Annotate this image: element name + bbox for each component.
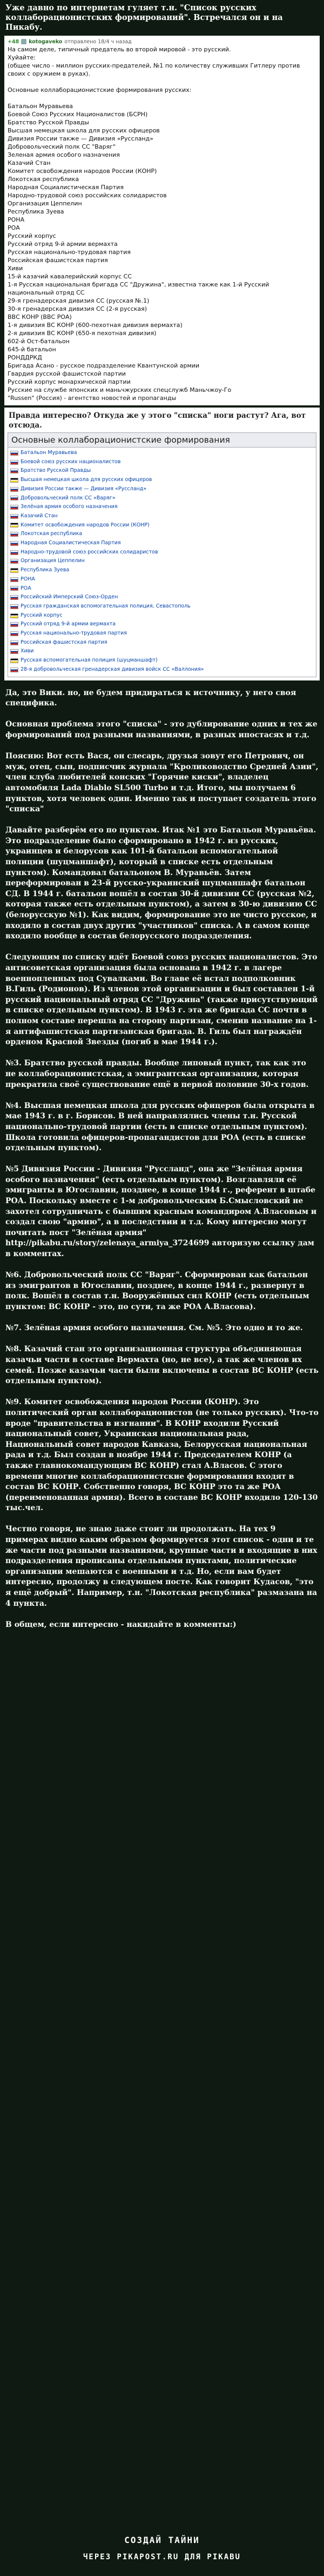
- comment-line: 2-я дивизия ВС КОНР (650-я пехотная дивизия): [8, 330, 157, 337]
- flag-icon: [10, 586, 18, 591]
- comment-line: 29-я гренадерская дивизия СС (русская №.1): [8, 297, 150, 304]
- wiki-link[interactable]: Казачий Стан: [21, 512, 58, 519]
- list-item[interactable]: [10, 476, 314, 485]
- list-item[interactable]: [10, 512, 314, 521]
- list-item[interactable]: [10, 647, 314, 656]
- wiki-link[interactable]: Русская вспомогательная полиция (шуцманшафт): [21, 657, 158, 664]
- comment-line: Казачий Стан: [8, 159, 51, 166]
- list-item[interactable]: [10, 620, 314, 629]
- wiki-link[interactable]: 28-я добровольческая гренадерская дивизия войск СС «Валлония»: [21, 666, 204, 672]
- list-item[interactable]: [10, 466, 314, 476]
- article-paragraph: Основная проблема этого "списка" - это дублирование одних и тех же формирований под разными названиями, в разных ипостасях и т.д.: [5, 720, 318, 739]
- list-item[interactable]: [10, 584, 314, 593]
- flag-icon: [10, 505, 18, 510]
- article-paragraph: Следующим по списку идёт Боевой союз русских националистов. Это антисоветская организация была основана в 1942 г. в лагере военнопленных под Сувалками. Во главе её встал подполковник В.Гиль (Родионов). Из членов этой организации и был составлен 1-й русский национальный отряд СС "Дружина" (также присутствующий в списке отдельным пунктом). В 1943 г. эта же бригада СС почти в полном составе перешла на сторону партизан, сменив название на 1-я антифашистская партизанская бригада. В. Гиль был награждён орденом Красной Звезды (погиб в мае 1944 г.).: [5, 953, 318, 1047]
- article-paragraph: №8. Казачий стан это организационная структура объединяющая казачьи части в составе Вермахта (но, не все), а так же членов их семей. Позже казачьи части были включены в состав ВС КОНР (есть отдельным пунктом).: [5, 1345, 319, 1386]
- wiki-link[interactable]: Российский Имперский Союз-Орден: [21, 594, 118, 600]
- comment-line: Боевой Союз Русских Националистов (БСРН): [8, 111, 148, 118]
- wiki-link[interactable]: Русская гражданская вспомогательная полиция, Севастополь: [21, 603, 191, 609]
- wiki-link[interactable]: Русский отряд 9-й армии вермахта: [21, 621, 116, 628]
- flag-icon: [10, 496, 18, 500]
- comment-line: Народно-трудовой союз российских солидаристов: [8, 192, 167, 199]
- article-paragraph: №9. Комитет освобождения народов России (КОНР). Это политический орган коллаборационистов (не только русских). Что-то вроде "правительства в изгнании". В КОНР входили Русский национальный совет, Украинская национальная рада, Национальный совет народов Кавказа, Белорусская национальная рада и т.д. Был создан в ноябре 1944 г. Председателем КОНР (а также главнокомандующим ВС КОНР) стал А.Власов. С этого времени многие коллаборационистские формирования входят в состав ВС КОНР. Собственно говоря, ВС КОНР это та же РОА (переименованная армия). Всего в составе ВС КОНР входило 120-130 тыс.чел.: [5, 1398, 319, 1513]
- article-paragraph: Поясню: Вот есть Вася, он слесарь, друзья зовут его Петрович, он муж, отец, сын, подписчик журнала "Кролиководство Средней Азии", член клуба любителей конских "Горячие киски", владелец автомобиля Lada Diablo SL500 Turbo и т.д. Итого, мы получаем 6 пунктов, хотя человек один. Именно так и поступает создатель этого "списка": [5, 752, 319, 814]
- wiki-link[interactable]: Батальон Муравьева: [21, 450, 77, 456]
- article-paragraph: Честно говоря, не знаю даже стоит ли продолжать. На тех 9 примерах видно каким образом формируется этот список - одни и те же части под разными названиями, крупные части и входящие в них подразделения прописаны отдельными пунктами, политические организации мешаются с военными и т.д. Но, если вам будет интересно, продолжу в следующем посте. Как говорит Кудасов, "это я ещё добрый". Например, т.н. "Локотская республика" размазана на 4 пункта.: [5, 1525, 318, 1608]
- comment-line: (общее число - миллион русских-предателей, №1 по количеству служивших Гитлеру против своих с оружием в руках).: [8, 62, 300, 77]
- flag-icon: [10, 649, 18, 654]
- list-item[interactable]: [10, 485, 314, 494]
- wiki-link[interactable]: Народно-трудовой союз российских солидаристов: [21, 549, 158, 555]
- comment-line: 15-й казачий кавалерийский корпус СС: [8, 273, 132, 280]
- flag-icon: [10, 460, 18, 465]
- comment-line: 645-й батальон: [8, 346, 56, 353]
- comment-rating: +48: [8, 38, 19, 45]
- comment-line: РОНА: [8, 216, 25, 223]
- list-item[interactable]: [10, 665, 314, 675]
- list-item[interactable]: [10, 566, 314, 575]
- comment-line: Республика Зуева: [8, 208, 64, 215]
- comment-line: 1-я Русская национальная бригада СС "Дружина", известна также как 1-й Русский национальный отряд СС: [8, 281, 269, 296]
- flag-icon: [10, 559, 18, 564]
- wiki-link[interactable]: Добровольческий полк СС «Варяг»: [21, 495, 116, 501]
- comment-line: Братство Русской Правды: [8, 119, 89, 126]
- flag-icon: [10, 631, 18, 636]
- footer-credit: [0, 2521, 324, 2576]
- flag-icon: [10, 478, 18, 483]
- wiki-link[interactable]: Хиви: [21, 648, 34, 655]
- list-item[interactable]: [10, 638, 314, 648]
- flag-icon: [10, 640, 18, 645]
- list-item[interactable]: [10, 548, 314, 557]
- comment-line: Русский корпус: [8, 232, 56, 239]
- flag-icon: [10, 568, 18, 573]
- wiki-question: [4, 408, 320, 432]
- comment-username[interactable]: kotogaveko: [29, 38, 63, 45]
- comment-line: 30-я гренадерская дивизия СС (2-я русская): [8, 305, 147, 312]
- comment-line: 602-й Ост-батальон: [8, 338, 70, 345]
- list-item[interactable]: [10, 656, 314, 665]
- list-item[interactable]: [10, 503, 314, 512]
- comment-line: Организация Цеппелин: [8, 200, 82, 207]
- comment-line: Гвардия русской фашистской партии: [8, 370, 126, 377]
- comment-gap: [8, 78, 316, 86]
- wiki-link[interactable]: Высшая немецкая школа для русских офицеров: [21, 477, 152, 483]
- flag-icon: [10, 523, 18, 528]
- comment-line: Хуйайте:: [8, 54, 36, 61]
- comment-line: Российская фашистская партия: [8, 257, 108, 264]
- wiki-link[interactable]: РОНА: [21, 576, 35, 582]
- comment-line: На самом деле, типичный предатель во второй мировой - это русский.: [8, 46, 231, 53]
- flag-icon: [10, 541, 18, 546]
- comment-line: Русский отряд 9-й армии вермахта: [8, 241, 118, 248]
- list-item[interactable]: [10, 611, 314, 620]
- flag-icon: [10, 487, 18, 492]
- comment-line: Русский корпус монархической партии: [8, 378, 131, 385]
- wiki-link[interactable]: Организация Цеппелин: [21, 558, 85, 564]
- article-paragraph: Да, это Вики. но, не будем придираться к источнику, у него своя специфика.: [5, 688, 296, 708]
- list-item[interactable]: [10, 539, 314, 548]
- article-text: [0, 680, 324, 1631]
- comment-header: [8, 38, 316, 45]
- footer-line-1: СОЗДАЙ ТАЙНИ: [124, 2535, 200, 2545]
- list-item[interactable]: [10, 494, 314, 503]
- article-paragraph: №4. Высшая немецкая школа для русских офицеров была открыта в мае 1943 г. в г. Борисов. В ней направлялись члены т.н. Русской национально-трудовой партии (есть в списке отдельным пунктом). Школа готовила офицеров-пропагандистов для РОА (есть в списке отдельным пунктом).: [5, 1101, 315, 1153]
- list-item[interactable]: [10, 575, 314, 584]
- comment-line: Дивизия России также — Дивизия «Руссланд»: [8, 135, 153, 142]
- article-paragraph: №3. Братство русской правды. Вообще липовый пункт, так как это не коллаборационистская, а эмигрантская организация, которая прекратила своё существование ещё в первой половине 30-х годов.: [5, 1059, 309, 1089]
- question-text: Правда интересно? Откуда же у этого "списка" ноги растут? Ага, вот отсюда.: [9, 411, 306, 430]
- wiki-link[interactable]: Зелёная армия особого назначения: [21, 504, 118, 510]
- flag-icon: [10, 613, 18, 618]
- comment-line: ВВС КОНР (ВВС РОА): [8, 313, 72, 321]
- comment-line: Русские на службе японских и маньчжурских спецслужб Маньчжоу-Го: [8, 386, 232, 393]
- article-paragraph: В общем, если интересно - накидайте в комменты:): [5, 1620, 237, 1629]
- comment-line: Хиви: [8, 265, 23, 272]
- comment-line: РОА: [8, 224, 20, 231]
- flag-icon: [10, 532, 18, 537]
- comment-line: "Russen" (Россия) - агентство новостей и пропаганды: [8, 395, 177, 402]
- list-item[interactable]: [10, 557, 314, 566]
- wiki-link[interactable]: Комитет освобождения народов России (КОНР): [21, 522, 150, 528]
- wiki-link[interactable]: Дивизия России также — Дивизия «Руссланд»: [21, 485, 147, 492]
- comment-gap: [8, 94, 316, 102]
- comment-line: Основные коллаборационистские формирования русских:: [8, 86, 192, 94]
- flag-icon: [10, 451, 18, 456]
- wiki-link[interactable]: Боевой союз русских националистов: [21, 458, 121, 465]
- avatar: [21, 39, 26, 44]
- list-item[interactable]: [10, 458, 314, 467]
- wiki-list: [8, 448, 316, 677]
- article-paragraph: №5 Дивизия России - Дивизия "Руссланд", она же "Зелёная армия особого назначения" (есть отдельным пунктом). Возглавляли её эмигранты в Югославии, позднее, в конце 1944 г., референт в штабе РОА. Поскольку вместе с 1-м добровольческим Б.Смысловский не захотел сотрудничать с бывшим красным командиром А.Власовым и создал свою "армию", а в последствии и т.д. Кому интересно могут почитать пост "Зелёная армия" http://pikabu.ru/story/zelenaya_armiya_3724699 авторизую ссылку дам в комментах.: [5, 1165, 317, 1259]
- flag-icon: [10, 577, 18, 582]
- list-item[interactable]: [10, 593, 314, 602]
- flag-icon: [10, 604, 18, 609]
- article-paragraph: №6. Добровольческий полк СС "Варяг". Сформирован как батальон из эмигрантов в Югославии, позднее, в конце 1944 г., развернут в полк. Вошёл в состав т.н. Вооружённых сил КОНР (есть отдельным пунктом: ВС КОНР - это, по сути, та же РОА А.Власова).: [5, 1271, 309, 1312]
- comment-line: 1-я дивизия ВС КОНР (600-пехотная дивизия вермахта): [8, 322, 183, 329]
- comment-line: Добровольческий полк СС "Варяг": [8, 143, 116, 150]
- flag-icon: [10, 514, 18, 519]
- list-item[interactable]: [10, 602, 314, 611]
- list-item[interactable]: [10, 521, 314, 530]
- article-paragraph: №7. Зелёная армия особого назначения. См. №5. Это одно и то же.: [5, 1324, 303, 1333]
- wiki-link[interactable]: РОА: [21, 585, 31, 591]
- list-item[interactable]: [10, 629, 314, 638]
- comment-line: Зеленая армия особого назначения: [8, 151, 120, 158]
- flag-icon: [10, 550, 18, 555]
- comment-line: Комитет освобождения народов России (КОНР): [8, 168, 157, 175]
- wiki-link[interactable]: Русская национально-трудовая партия: [21, 630, 127, 637]
- comment-line: Бригада Асано - русское подразделение Квантунской армии: [8, 362, 200, 369]
- list-item[interactable]: [10, 530, 314, 539]
- comment-line: Высшая немецкая школа для русских офицеров: [8, 127, 160, 134]
- comment-line: РОНДДРКД: [8, 354, 42, 361]
- list-item[interactable]: [10, 449, 314, 458]
- comment-body: [8, 45, 316, 402]
- comment-meta: отправлено 18/4 ч назад: [64, 38, 132, 45]
- comment-line: Батальон Муравьева: [8, 103, 73, 110]
- article-paragraph: Давайте разберём его по пунктам. Итак №1 это Батальон Муравьёва. Это подразделение было сформировано в 1942 г. из русских, украинцев и белорусов как 101-й батальон вспомогательной полиции (шуцманшафт), который в списке есть отдельным пунктом). Командовал батальоном В. Муравьёв. Затем переформирован в 23-й русско-украинский шуцманшафт батальон СД. В 1944 г. батальон вошёл в состав 30-й дивизии СС (русская №2, которая также есть отдельным пунктом), а затем в 30-ю дивизию СС (белорусскую №1). Как видим, формирование это не чисто русское, и входило в состав двух других "участников" списка. А в самом конце входило вообще в состав белорусского подразделения.: [5, 826, 318, 941]
- flag-icon: [10, 668, 18, 672]
- wiki-link[interactable]: Братство Русской Правды: [21, 468, 91, 474]
- wiki-link[interactable]: Республика Зуева: [21, 567, 70, 573]
- wiki-box-title: Основные коллаборационистские формирования: [8, 432, 316, 448]
- comment-screenshot: [4, 36, 320, 405]
- flag-icon: [10, 469, 18, 473]
- wiki-screenshot: [4, 408, 320, 680]
- flag-icon: [10, 658, 18, 663]
- wiki-link[interactable]: Русский корпус: [21, 612, 63, 618]
- intro-text: Уже давно по интернетам гуляет т.н. "Список русских коллаборационистских формирований". Встречался он и на Пикабу.: [5, 3, 283, 32]
- wiki-link[interactable]: Народная Социалистическая Партия: [21, 540, 121, 546]
- flag-icon: [10, 622, 18, 627]
- comment-line: Народная Социалистическая Партия: [8, 184, 124, 191]
- comment-line: Локотская республика: [8, 176, 79, 183]
- footer-line-2[interactable]: ЧЕРЕЗ PIKAPOST.RU ДЛЯ PIKABU: [83, 2553, 241, 2561]
- wiki-link[interactable]: Локотская республика: [21, 531, 83, 537]
- comment-line: Русская национально-трудовая партия: [8, 249, 131, 256]
- flag-icon: [10, 595, 18, 600]
- wiki-link[interactable]: Российская фашистская партия: [21, 639, 107, 645]
